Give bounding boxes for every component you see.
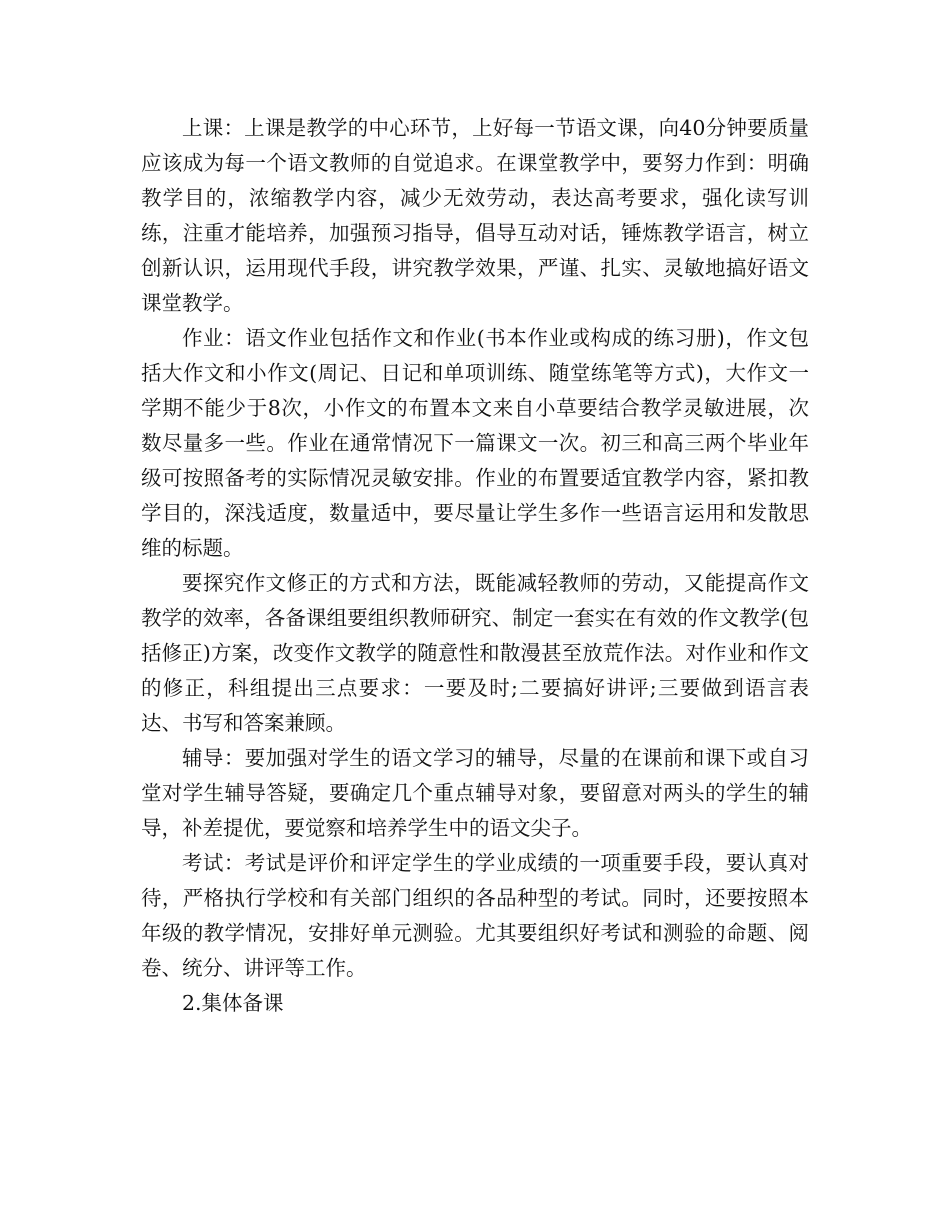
section-heading-collective-lesson-prep: 2.集体备课 (182, 991, 284, 1015)
paragraph-homework: 作业：语文作业包括作文和作业(书本作业或构成的练习册)，作文包括大作文和小作文(周记、日记和单项训练、随堂练笔等方式)，大作文一学期不能少于8次，小作文的布置本文来自小草要结合教学灵敏进展，次数尽量多一些。作业在通常情况下一篇课文一次。初三和高三两个毕业年级可按照备考的实际情况灵敏安排。作业的布置要适宜教学内容，紧扣教学目的，深浅适度，数量适中，要尽量让学生多作一些语言运用和发散思维的标题。 (141, 326, 809, 560)
paragraph-essay-correction: 要探究作文修正的方式和方法，既能减轻教师的劳动，又能提高作文教学的效率，各备课组要组织教师研究、制定一套实在有效的作文教学(包括修正)方案，改变作文教学的随意性和散漫甚至放荒作法。对作业和作文的修正，科组提出三点要求：一要及时;二要搞好讲评;三要做到语言表达、书写和答案兼顾。 (141, 571, 809, 735)
document-body (141, 111, 809, 1021)
paragraph-tutoring: 辅导：要加强对学生的语文学习的辅导，尽量的在课前和课下或自习堂对学生辅导答疑，要确定几个重点辅导对象，要留意对两头的学生的辅导，补差提优，要觉察和培养学生中的语文尖子。 (141, 746, 809, 840)
paragraph-lecture: 上课：上课是教学的中心环节，上好每一节语文课，向40分钟要质量应该成为每一个语文教师的自觉追求。在课堂教学中，要努力作到：明确教学目的，浓缩教学内容，减少无效劳动，表达高考要求，强化读写训练，注重才能培养，加强预习指导，倡导互动对话，锤炼教学语言，树立创新认识，运用现代手段，讲究教学效果，严谨、扎实、灵敏地搞好语文课堂教学。 (141, 116, 809, 315)
paragraph-exams: 考试：考试是评价和评定学生的学业成绩的一项重要手段，要认真对待，严格执行学校和有关部门组织的各品种型的考试。同时，还要按照本年级的教学情况，安排好单元测验。尤其要组织好考试和测验的命题、阅卷、统分、讲评等工作。 (141, 851, 809, 980)
